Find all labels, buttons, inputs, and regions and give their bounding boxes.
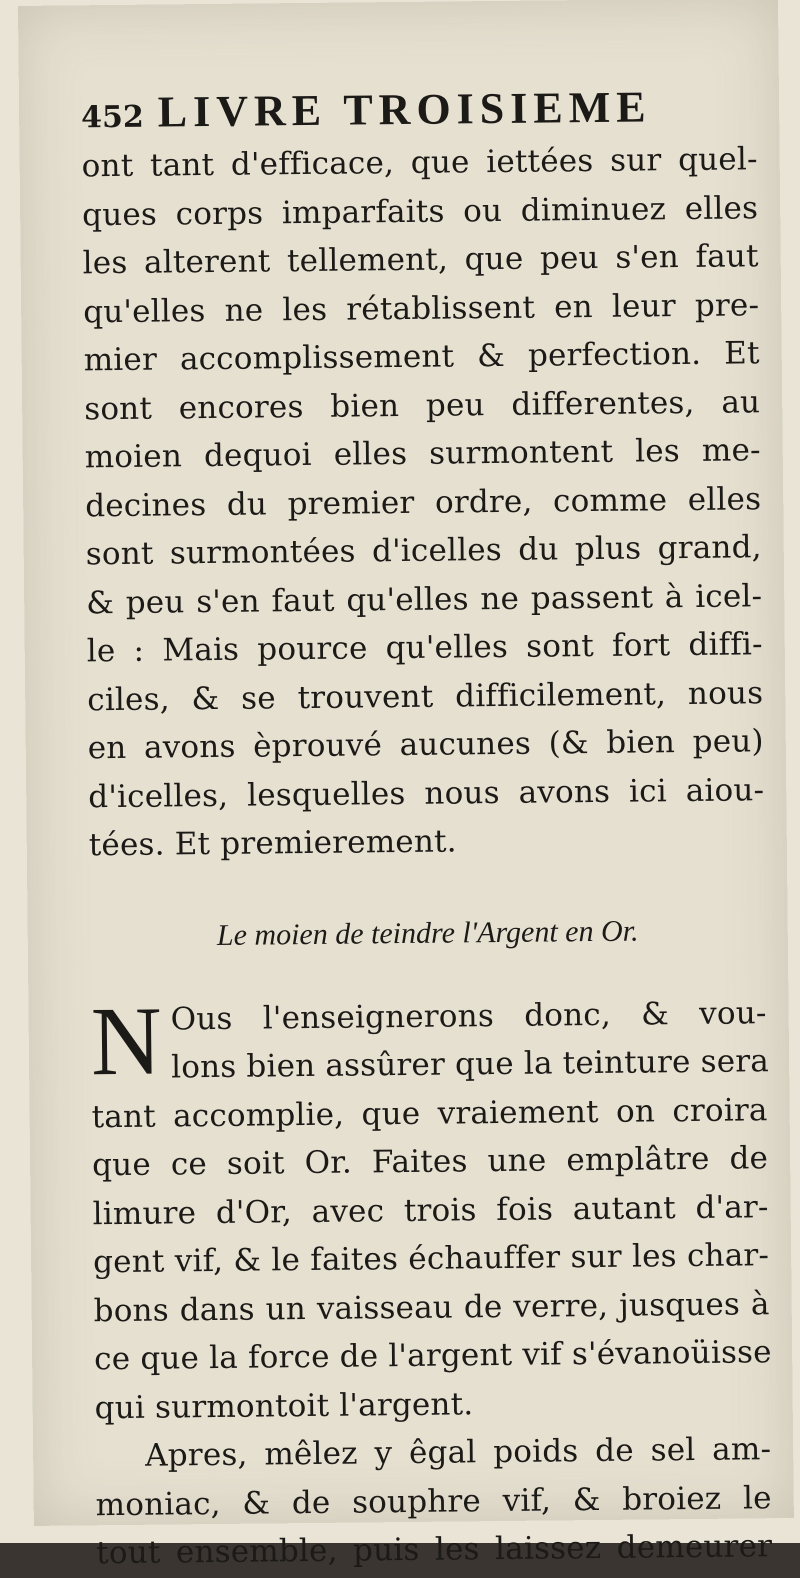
text-line: Apres, mêlez y êgal poids de sel am- — [144, 1431, 772, 1474]
text-line: qu'elles ne les rétablissent en leur pre- — [83, 286, 760, 330]
text-line: tant accomplie, que vraiement on croira — [91, 1091, 768, 1135]
text-line: qui surmontoit l'argent. — [94, 1385, 474, 1426]
text-line: Ous l'enseignerons donc, & vou- — [170, 994, 767, 1037]
paragraph-2 — [90, 989, 771, 1433]
book-page — [18, 0, 794, 1572]
page-number: 452 — [80, 99, 144, 136]
text-line: tout ensemble, puis les laissez demeurer — [96, 1528, 773, 1572]
text-line: le : Mais pource qu'elles sont fort diffi- — [86, 626, 763, 670]
text-line: moien dequoi elles surmontent les me- — [84, 432, 761, 476]
text-line: gent vif, & le faites échauffer sur les char- — [92, 1237, 770, 1281]
text-line: d'icelles, lesquelles nous avons ici aiou- — [88, 771, 765, 815]
running-head — [81, 80, 757, 138]
drop-cap: N — [90, 987, 163, 1096]
text-line: tées. Et premierement. — [88, 823, 457, 864]
text-line: ce que la force de l'argent vif s'évanoüisse — [93, 1334, 772, 1378]
text-line: lons bien assûrer que la teinture sera — [170, 1043, 770, 1086]
text-line: ques corps imparfaits ou diminuez elles — [82, 189, 759, 233]
text-line: limure d'Or, avec trois fois autant d'ar- — [92, 1188, 769, 1232]
text-line: & peu s'en faut qu'elles ne passent à icel- — [86, 577, 763, 621]
text-line: en avons èprouvé aucunes (& bien peu) — [87, 723, 764, 767]
text-line: sont encores bien peu differentes, au — [84, 383, 761, 427]
text-line: que ce soit Or. Faites une emplâtre de — [91, 1140, 769, 1184]
running-title: LIVRE TROISIEME — [157, 82, 652, 137]
section-heading: Le moien de teindre l'Argent en Or. — [216, 914, 639, 952]
text-line: moniac, & de souphre vif, & broiez le — [95, 1479, 772, 1523]
paragraph-3 — [95, 1425, 772, 1578]
text-line: bons dans un vaisseau de verre, jusques à — [93, 1285, 770, 1329]
paragraph-1 — [81, 135, 765, 870]
text-line: decines du premier ordre, comme elles — [85, 480, 762, 524]
text-line: ont tant d'efficace, que iettées sur quel- — [81, 141, 758, 185]
text-line: ciles, & se trouvent difficilement, nous — [87, 674, 764, 718]
text-line: sont surmontées d'icelles du plus grand, — [85, 529, 762, 573]
text-line: les alterent tellement, que peu s'en faut — [82, 238, 759, 282]
page-content — [81, 80, 773, 1577]
text-line: mier accomplissement & perfection. Et — [83, 335, 760, 379]
